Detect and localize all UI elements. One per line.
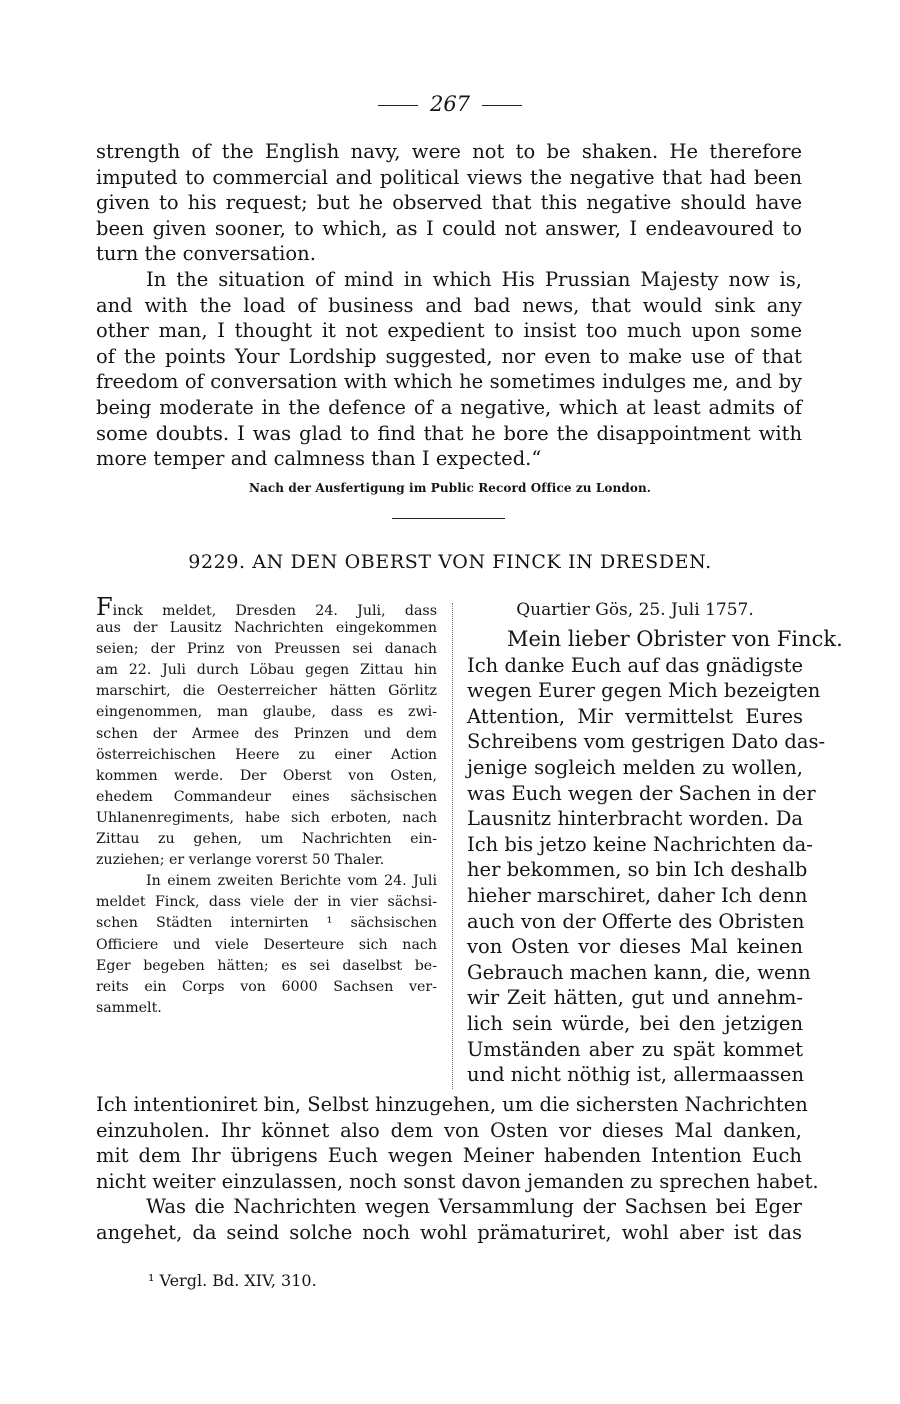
- letter-line: wegen Eurer gegen Mich bezeigten: [467, 679, 821, 703]
- page-number-dash-right: [482, 105, 522, 106]
- letter-column: [467, 597, 843, 1088]
- footnote: ¹ Vergl. Bd. XIV, 310.: [148, 1271, 317, 1290]
- letter-line: hieher marschiret, daher Ich denn: [467, 883, 808, 907]
- letter-line: Schreibens vom gestrigen Dato das-: [467, 730, 826, 754]
- text-line: imputed to commercial and political views the negative that had been: [96, 165, 802, 189]
- text-line: Ich intentioniret bin, Selbst hinzugehen, um die sichersten Nachrichten: [96, 1093, 808, 1116]
- text-line: more temper and calmness than I expected.“: [96, 447, 542, 471]
- text-line: given to his request; but he observed that this negative should have: [96, 191, 802, 215]
- summary-line: seien; der Prinz von Preussen sei danach: [96, 641, 437, 658]
- summary-line: sammelt.: [96, 999, 162, 1016]
- text-line: nicht weiter einzulassen, noch sonst davon jemanden zu sprechen habet.: [96, 1169, 819, 1193]
- summary-line: österreichischen Heere zu einer Action: [96, 746, 437, 763]
- text-line: Was die Nachrichten wegen Versammlung der Sachsen bei Eger: [146, 1195, 802, 1219]
- summary-line: aus der Lausitz Nachrichten eingekommen: [96, 620, 437, 637]
- letter-salutation: Mein lieber Obrister von Finck.: [507, 627, 843, 651]
- letter-line: Umständen aber zu spät kommet: [467, 1037, 803, 1061]
- summary-line-text: inck meldet, Dresden 24. Juli, dass: [112, 603, 437, 619]
- summary-line: In einem zweiten Berichte vom 24. Juli: [146, 873, 437, 890]
- text-line: strength of the English navy, were not to be shaken. He therefore: [96, 140, 802, 163]
- text-line: angehet, da seind solche noch wohl prämaturiret, wohl aber ist das: [96, 1220, 802, 1244]
- summary-line: Zittau zu gehen, um Nachrichten ein-: [96, 831, 437, 848]
- summary-line: Uhlanenregiments, habe sich erboten, nach: [96, 809, 437, 826]
- letter-line: jenige sogleich melden zu wollen,: [467, 755, 803, 779]
- page-number-dash-left: [378, 105, 418, 106]
- text-line: freedom of conversation with which he sometimes indulges me, and by: [96, 370, 802, 394]
- summary-line: meldet Finck, dass viele der in vier sächsi-: [96, 894, 437, 911]
- letter-line: und nicht nöthig ist, allermaassen: [467, 1063, 805, 1087]
- text-line: been given sooner, to which, as I could not answer, I endeavoured to: [96, 216, 802, 240]
- letter-line: Ich bis jetzo keine Nachrichten da-: [467, 832, 813, 856]
- letter-continuation: [96, 1092, 819, 1246]
- letter-line: Ich danke Euch auf das gnädigste: [467, 653, 803, 677]
- summary-line: kommen werde. Der Oberst von Osten,: [96, 767, 437, 784]
- summary-line: ehedem Commandeur eines sächsischen: [96, 788, 437, 805]
- text-line: of the points Your Lordship suggested, nor even to make use of that: [96, 344, 802, 368]
- summary-line: reits ein Corps von 6000 Sachsen ver-: [96, 978, 437, 995]
- text-line: mit dem Ihr übrigens Euch wegen Meiner habenden Intention Euch: [96, 1144, 802, 1168]
- summary-line: schen Städten internirten ¹ sächsischen: [96, 915, 437, 932]
- letter-line: von Osten vor dieses Mal keinen: [467, 935, 803, 959]
- text-line: einzuholen. Ihr könnet also dem von Osten vor dieses Mal danken,: [96, 1118, 802, 1142]
- source-note: Nach der Ausfertigung im Public Record Office zu London.: [248, 481, 652, 495]
- summary-line: [96, 593, 437, 621]
- text-line: being moderate in the defence of a negative, which at least admits of: [96, 395, 802, 419]
- letter-line: auch von der Offerte des Obristen: [467, 909, 805, 933]
- letter-line: was Euch wegen der Sachen in der: [467, 781, 816, 805]
- text-line: and with the load of business and bad news, that would sink any: [96, 293, 802, 317]
- letter-line: Gebrauch machen kann, die, wenn: [467, 960, 811, 984]
- summary-column: [96, 593, 437, 1019]
- letter-line: Attention, Mir vermittelst Eures: [467, 704, 803, 728]
- dropcap: F: [96, 593, 113, 621]
- text-line: other man, I thought it not expedient to insist too much upon some: [96, 319, 802, 343]
- summary-line: Officiere und viele Deserteure sich nach: [96, 936, 437, 953]
- document-title: 9229. AN DEN OBERST VON FINCK IN DRESDEN.: [188, 551, 712, 573]
- summary-line: Eger begeben hätten; es sei daselbst be-: [96, 957, 437, 974]
- letter-line: Lausnitz hinterbracht worden. Da: [467, 807, 803, 831]
- letter-line: lich sein würde, bei den jetzigen: [467, 1011, 803, 1035]
- summary-line: am 22. Juli durch Löbau gegen Zittau hin: [96, 662, 437, 679]
- text-line: In the situation of mind in which His Prussian Majesty now is,: [146, 267, 802, 291]
- summary-line: zuziehen; er verlange vorerst 50 Thaler.: [96, 852, 385, 869]
- summary-line: eingenommen, man glaube, dass es zwi-: [96, 704, 437, 721]
- column-divider: [452, 603, 453, 1089]
- text-line: turn the conversation.: [96, 242, 316, 266]
- top-paragraph: [96, 139, 802, 472]
- letter-line: wir Zeit hätten, gut und annehm-: [467, 986, 803, 1010]
- letter-line: her bekommen, so bin Ich deshalb: [467, 858, 808, 882]
- letter-date: Quartier Gös, 25. Juli 1757.: [516, 600, 754, 620]
- page-number-text: 267: [429, 92, 471, 116]
- text-line: some doubts. I was glad to find that he bore the disappointment with: [96, 421, 802, 445]
- summary-line: marschirt, die Oesterreicher hätten Görlitz: [96, 683, 437, 700]
- section-divider: [392, 518, 505, 519]
- summary-line: schen der Armee des Prinzen und dem: [96, 725, 437, 742]
- page-number: [0, 92, 900, 116]
